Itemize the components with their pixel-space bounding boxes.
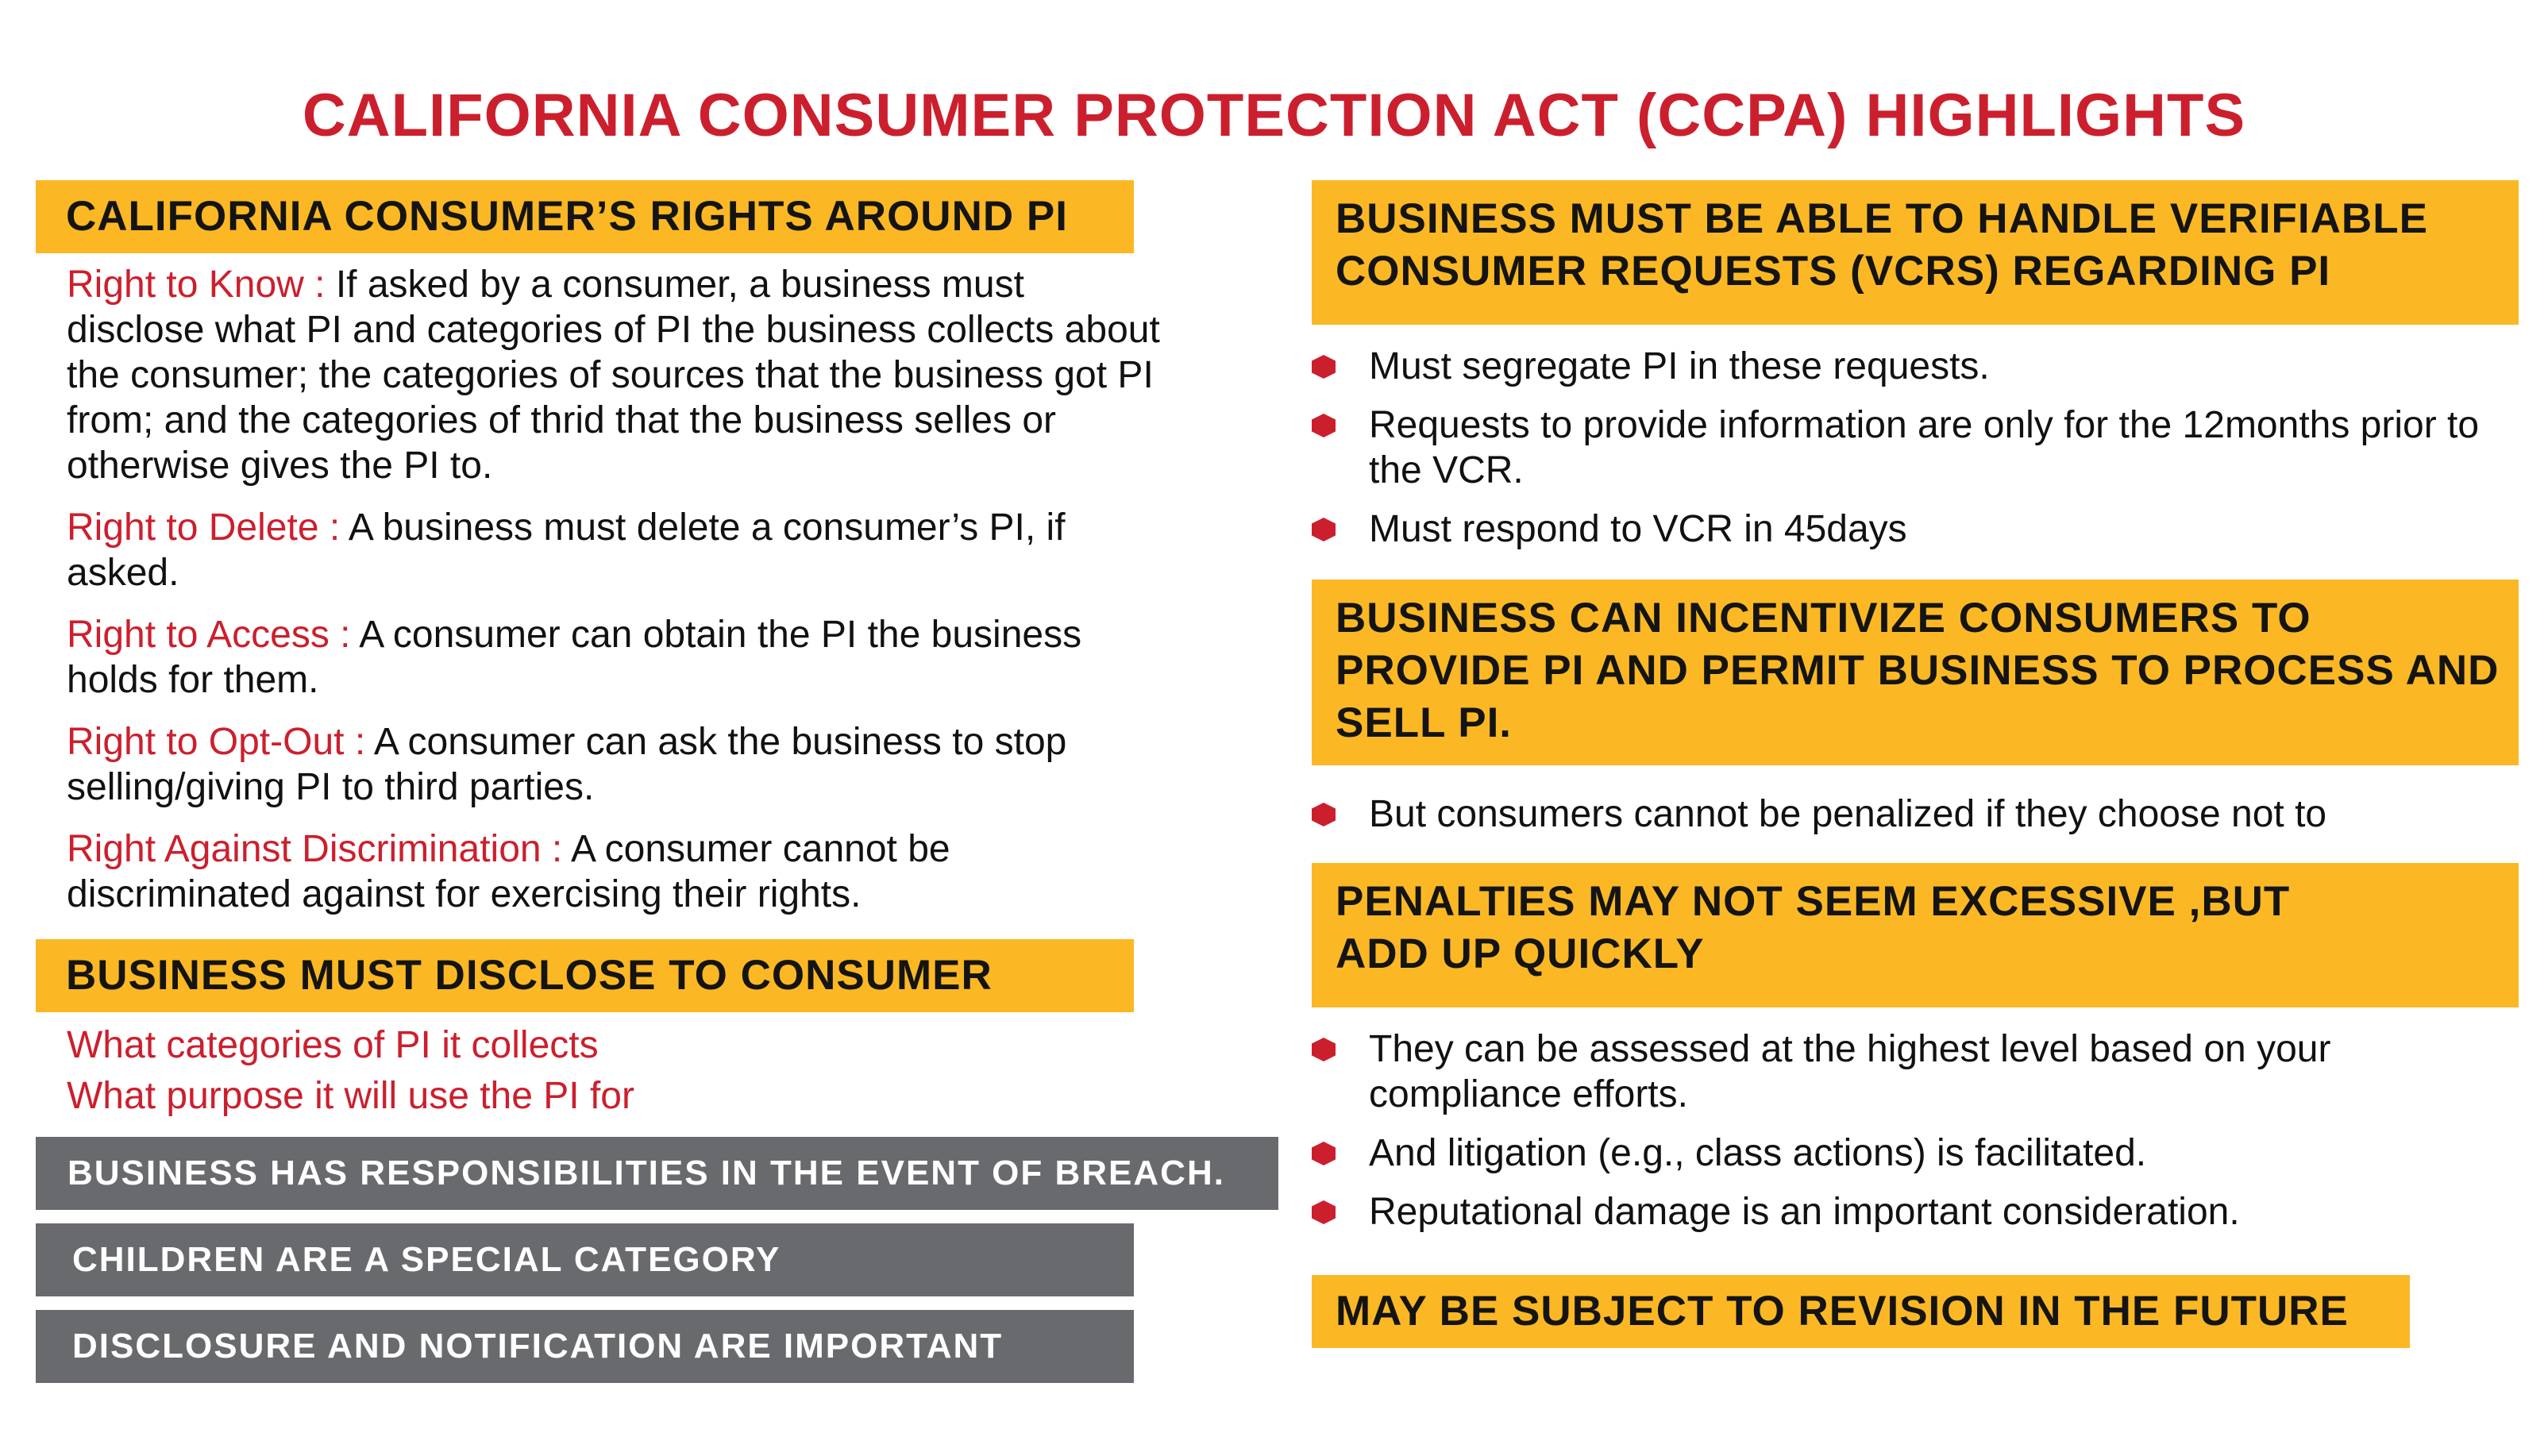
right-label: Right Against Discrimination : [67, 828, 571, 870]
list-item: Reputational damage is an important consideration. [1312, 1189, 2519, 1235]
right-label: Right to Opt-Out : [67, 721, 374, 763]
right-text: A business must delete a consumer’s PI, if asked. [67, 507, 1066, 594]
right-to-access [67, 612, 1162, 703]
list-item: Must segregate PI in these requests. [1312, 344, 2519, 389]
right-label: Right to Know : [67, 264, 336, 306]
list-item: They can be assessed at the highest level based on your compliance efforts. [1312, 1027, 2519, 1117]
breach-responsibility-bar: BUSINESS HAS RESPONSIBILITIES IN THE EVENT OF BREACH. [36, 1137, 1278, 1210]
right-to-opt-out [67, 719, 1162, 810]
list-item: Requests to provide information are only for the 12months prior to the VCR. [1312, 403, 2519, 493]
disclose-item: What purpose it will use the PI for [67, 1075, 634, 1117]
rights-list [67, 262, 1162, 934]
right-to-delete [67, 505, 1162, 595]
hexagon-bullet-icon [1312, 803, 1336, 826]
penalties-bullets [1312, 1027, 2519, 1248]
disclose-heading: BUSINESS MUST DISCLOSE TO CONSUMER [36, 939, 1134, 1012]
right-label: Right to Access : [67, 614, 360, 656]
right-text: If asked by a consumer, a business must disclose what PI and categories of PI the business collects about the consumer; the categories of sources that the business got PI from; and the categories of thrid that the business selles or otherwise gives the PI to. [67, 264, 1160, 487]
list-item: But consumers cannot be penalized if they choose not to [1312, 792, 2519, 837]
incentive-bullets [1312, 792, 2519, 850]
right-text: A consumer cannot be discriminated against for exercising their rights. [67, 828, 950, 915]
vcr-bullets [1312, 344, 2519, 565]
revision-heading: MAY BE SUBJECT TO REVISION IN THE FUTURE [1312, 1275, 2410, 1348]
list-item: Must respond to VCR in 45days [1312, 507, 2519, 552]
disclose-list [67, 1020, 1099, 1122]
hexagon-bullet-icon [1312, 518, 1336, 541]
right-text: A consumer can ask the business to stop selling/giving PI to third parties. [67, 721, 1067, 808]
right-against-discrimination [67, 826, 1162, 917]
vcr-heading: BUSINESS MUST BE ABLE TO HANDLE VERIFIABLE CONSUMER REQUESTS (VCRS) REGARDING PI [1312, 180, 2519, 325]
hexagon-bullet-icon [1312, 414, 1336, 437]
penalties-heading: PENALTIES MAY NOT SEEM EXCESSIVE ,BUT ADD UP QUICKLY [1312, 863, 2519, 1007]
hexagon-bullet-icon [1312, 1200, 1336, 1224]
page-title: CALIFORNIA CONSUMER PROTECTION ACT (CCPA) HIGHLIGHTS [302, 82, 2246, 149]
children-category-bar: CHILDREN ARE A SPECIAL CATEGORY [36, 1223, 1134, 1296]
incentive-heading: BUSINESS CAN INCENTIVIZE CONSUMERS TO PROVIDE PI AND PERMIT BUSINESS TO PROCESS AND SELL PI. [1312, 580, 2519, 765]
disclosure-notification-bar: DISCLOSURE AND NOTIFICATION ARE IMPORTANT [36, 1310, 1134, 1383]
hexagon-bullet-icon [1312, 1142, 1336, 1165]
right-text: A consumer can obtain the PI the business holds for them. [67, 614, 1082, 701]
list-item: And litigation (e.g., class actions) is facilitated. [1312, 1131, 2519, 1176]
hexagon-bullet-icon [1312, 355, 1336, 379]
disclose-item: What categories of PI it collects [67, 1024, 599, 1066]
rights-heading: CALIFORNIA CONSUMER’S RIGHTS AROUND PI [36, 180, 1134, 253]
hexagon-bullet-icon [1312, 1038, 1336, 1061]
right-label: Right to Delete : [67, 507, 349, 549]
right-to-know [67, 262, 1162, 488]
